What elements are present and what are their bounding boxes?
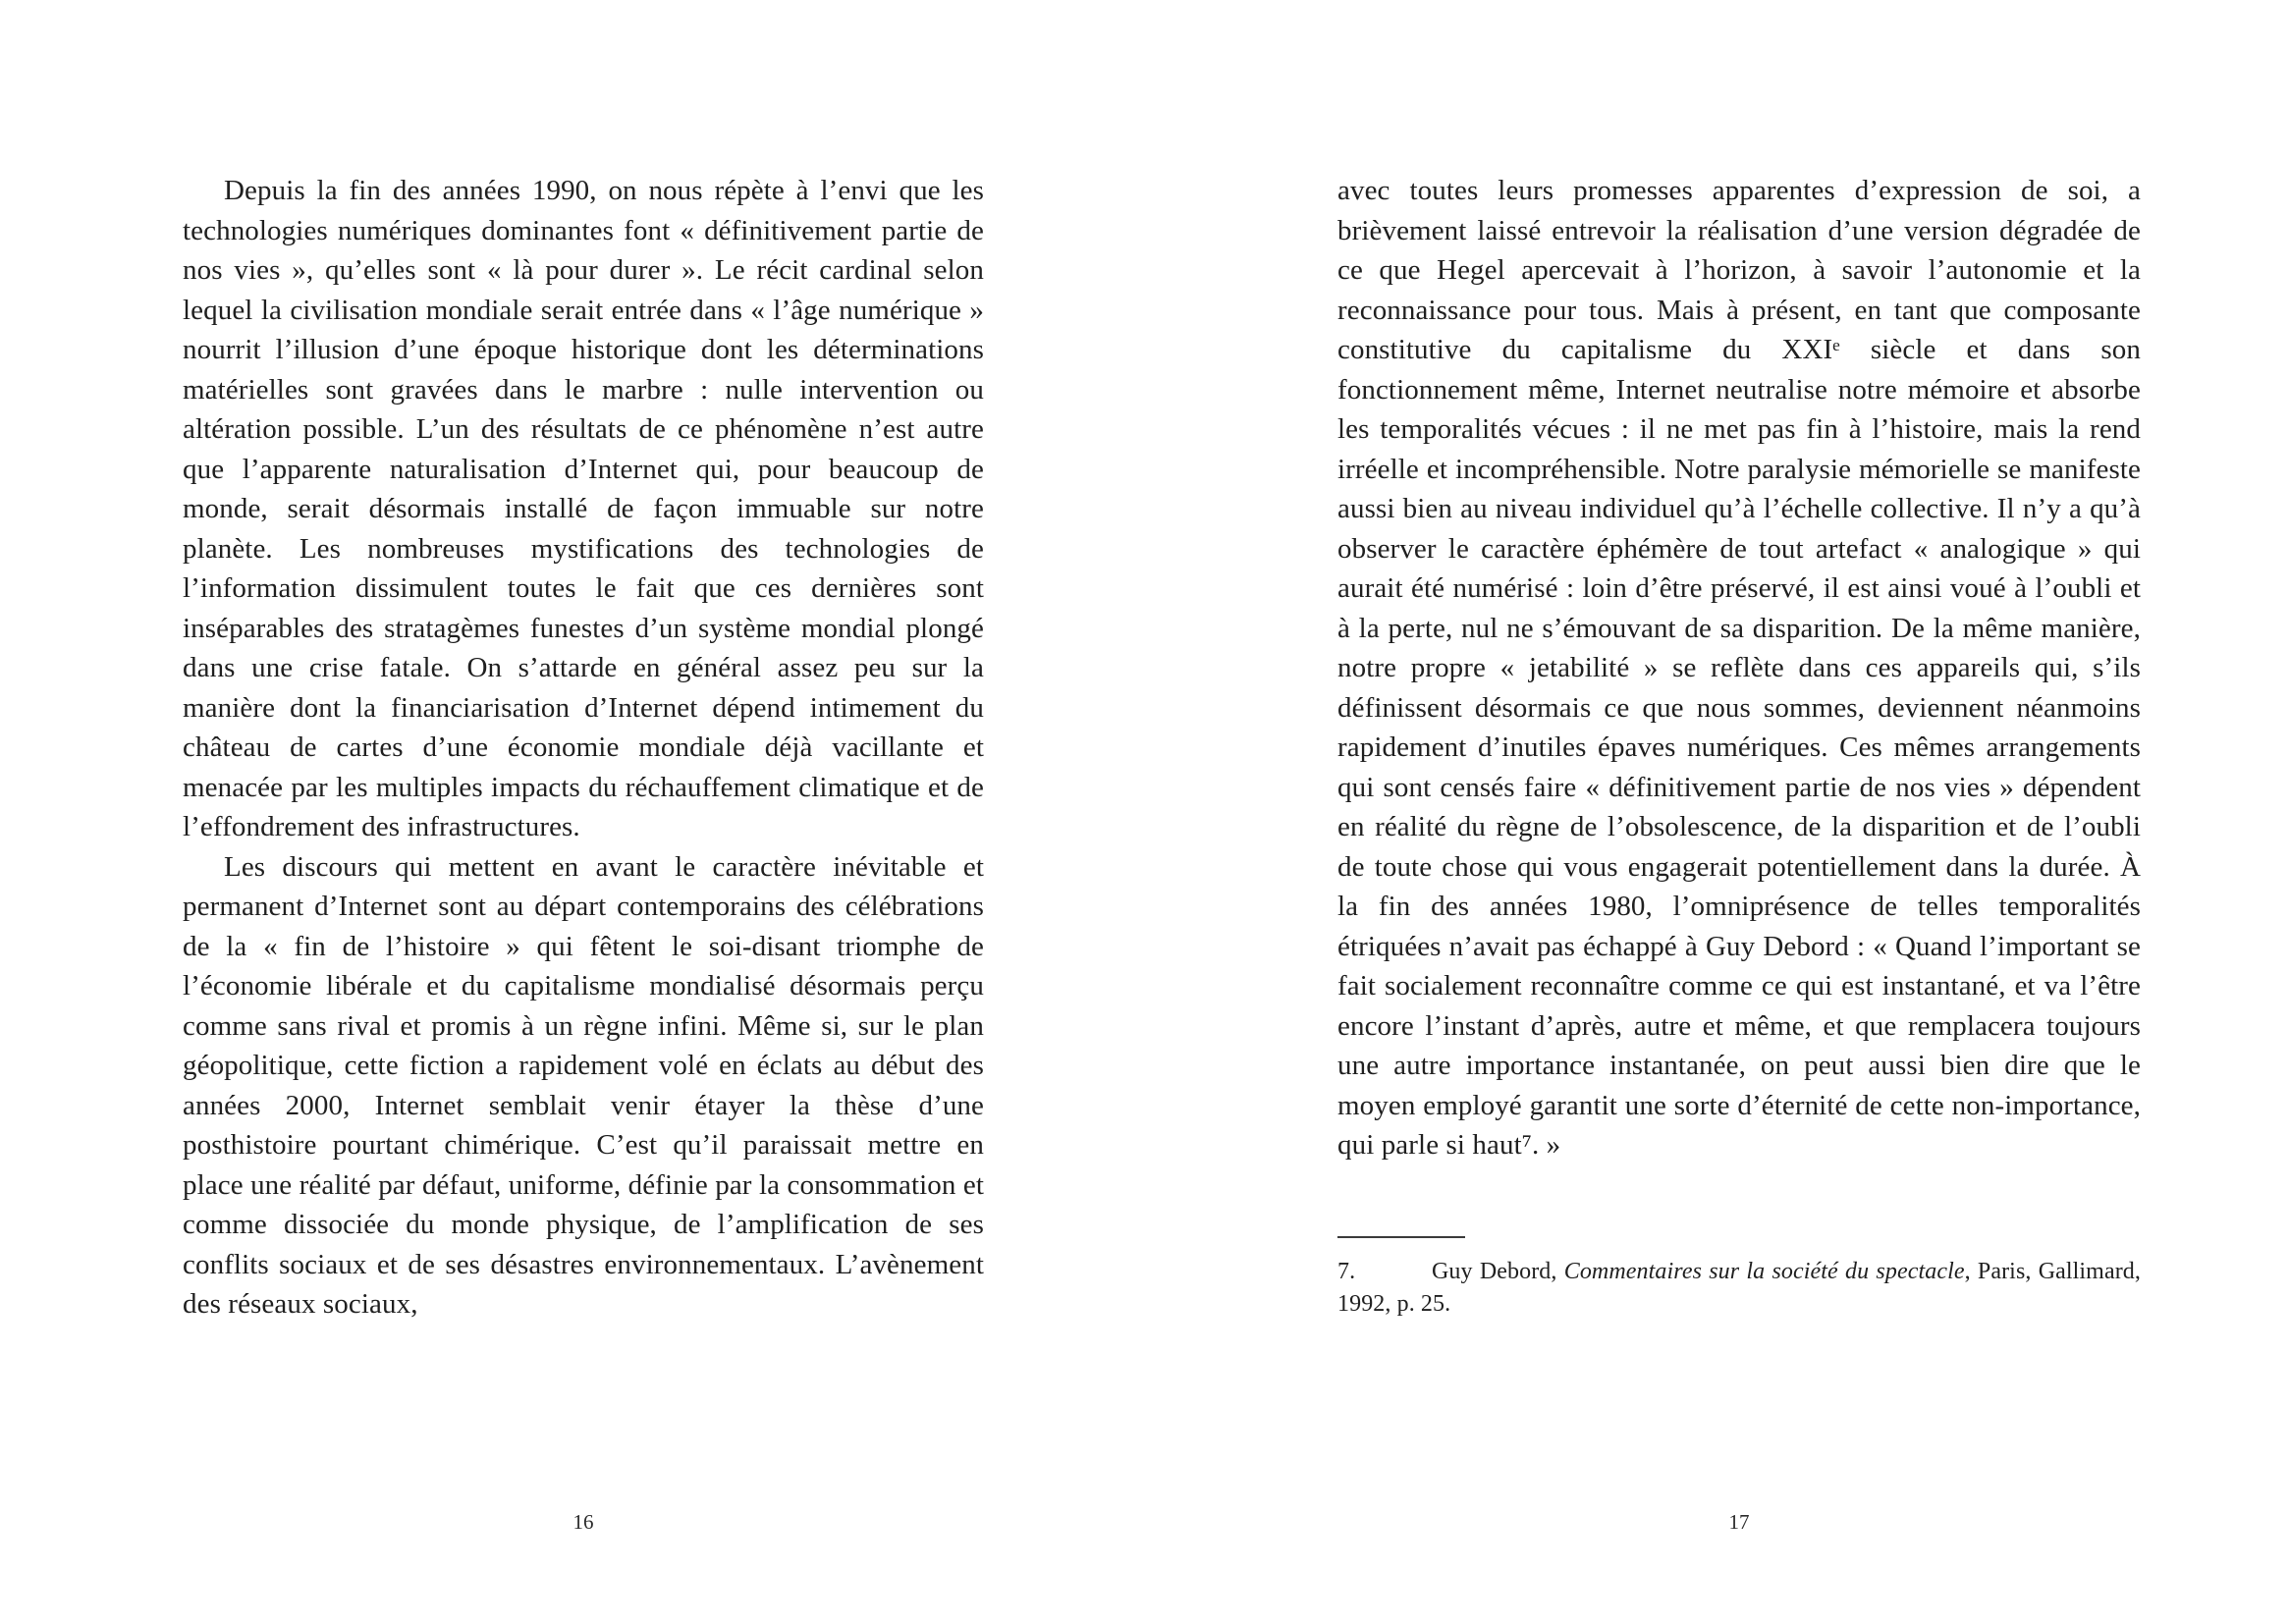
- left-paragraph-2: Les discours qui mettent en avant le caractère inévitable et permanent d’Internet sont au départ contemporains des célébrations de la « fin de l’histoire » qui fêtent le soi-disant triomphe de l’économie libérale et du capitalisme mondialisé désormais perçu comme sans rival et promis à un règne infini. Même si, sur le plan géopolitique, cette fiction a rapidement volé en éclats au début des années 2000, Internet semblait venir étayer la thèse d’une posthistoire pourtant chimérique. C’est qu’il paraissait mettre en place une réalité par défaut, uniforme, définie par la consommation et comme dissociée du monde physique, de l’amplification de ses conflits sociaux et de ses désastres environnementaux. L’avènement des réseaux sociaux,: [183, 850, 984, 1320]
- footnote-block: [1337, 1236, 2141, 1321]
- right-paragraph: avec toutes leurs promesses apparentes d’expression de soi, a brièvement laissé entrevoir la réalisation d’une version dégradée de ce que Hegel apercevait à l’horizon, à savoir l’autonomie et la reconnaissance pour tous. Mais à présent, en tant que composante constitutive du capitalisme du XXIᵉ siècle et dans son fonctionnement même, Internet neutralise notre mémoire et absorbe les temporalités vécues : il ne met pas fin à l’histoire, mais la rend irréelle et incompréhensible. Notre paralysie mémorielle se manifeste aussi bien au niveau individuel qu’à l’échelle collective. Il n’y a qu’à observer le caractère éphémère de tout artefact « analogique » qui aurait été numérisé : loin d’être préservé, il est ainsi voué à l’oubli et à la perte, nul ne s’émouvant de sa disparition. De la même manière, notre propre « jetabilité » se reflète dans ces appareils qui, s’ils définissent désormais ce que nous sommes, deviennent néanmoins rapidement d’inutiles épaves numériques. Ces mêmes arrangements qui sont censés faire « définitivement partie de nos vies » dépendent en réalité du règne de l’obsolescence, de la disparition et de l’oubli de toute chose qui vous engagerait potentiellement dans la durée. À la fin des années 1980, l’omniprésence de telles temporalités étriquées n’avait pas échappé à Guy Debord : « Quand l’important se fait socialement reconnaître comme ce qui est instantané, et va l’être encore l’instant d’après, autre et même, et que remplacera toujours une autre importance instantanée, on peut aussi bien dire que le moyen employé garantit une sorte d’éternité de cette non-importance, qui parle si haut⁷. »: [1337, 175, 2141, 1161]
- footnote-number: 7.: [1337, 1258, 1356, 1284]
- footnote: [1337, 1256, 2141, 1321]
- page-right-text: [1337, 171, 2141, 1321]
- left-paragraph-1: Depuis la fin des années 1990, on nous répète à l’envi que les technologies numériques dominantes font « définitivement partie de nos vies », qu’elles sont « là pour durer ». Le récit cardinal selon lequel la civilisation mondiale serait entrée dans « l’âge numérique » nourrit l’illusion d’une époque historique dont les déterminations matérielles sont gravées dans le marbre : nulle intervention ou altération possible. L’un des résultats de ce phénomène n’est autre que l’apparente naturalisation d’Internet qui, pour beaucoup de monde, serait désormais installé de façon immuable sur notre planète. Les nombreuses mystifications des technologies de l’information dissimulent toutes le fait que ces dernières sont inséparables des stratagèmes funestes d’un système mondial plongé dans une crise fatale. On s’attarde en général assez peu sur la manière dont la financiarisation d’Internet dépend intimement du château de cartes d’une économie mondiale déjà vacillante et menacée par les multiples impacts du réchauffement climatique et de l’effondrement des infrastructures.: [183, 175, 984, 842]
- footnote-text-before-title: Guy Debord,: [1432, 1258, 1564, 1284]
- footnote-book-title: Commentaires sur la société du spectacle: [1563, 1258, 1965, 1284]
- footnote-separator: [1337, 1236, 1465, 1238]
- footnote-text-after-title: , Paris, Gallimard, 1992, p. 25.: [1337, 1258, 2141, 1317]
- page-left-text: [183, 171, 984, 1325]
- page-number-left: 16: [572, 1510, 594, 1534]
- page-number-right: 17: [1728, 1510, 1750, 1534]
